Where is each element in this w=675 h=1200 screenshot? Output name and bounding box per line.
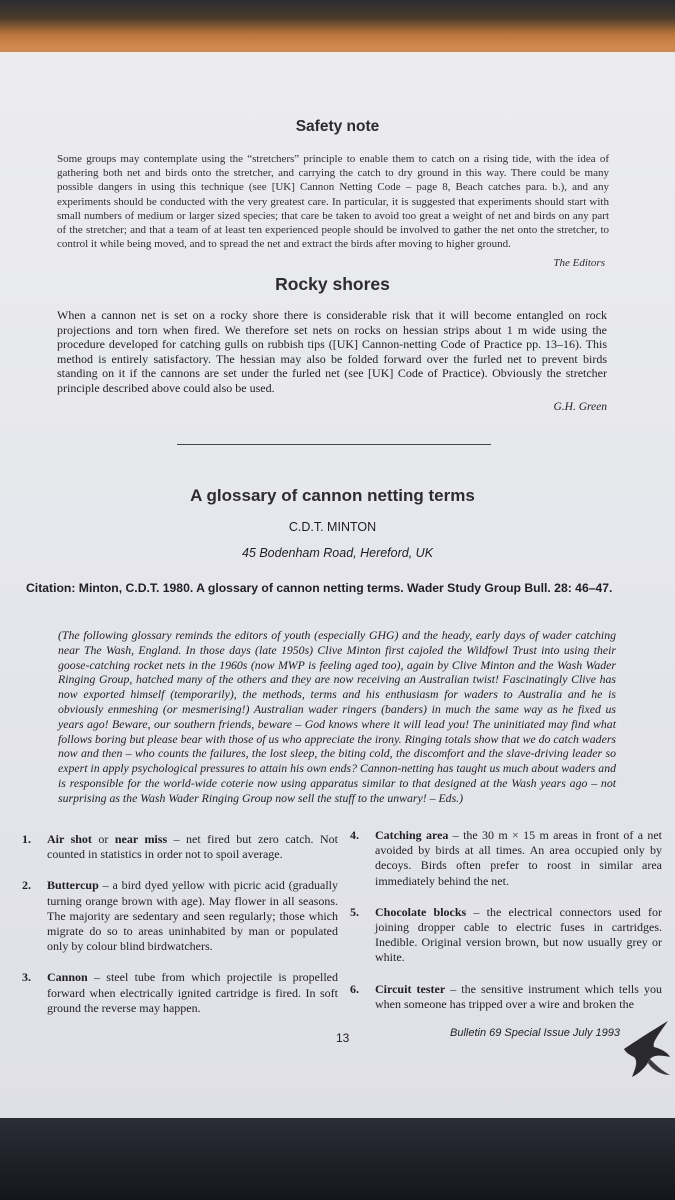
item-definition: – steel tube from which projectile is propelled forward when electrically ignited cartridge is fired. In soft ground the reverse may happen. bbox=[47, 970, 338, 1015]
desk-surface bbox=[0, 1118, 675, 1200]
bird-logo-icon bbox=[622, 1019, 672, 1079]
item-definition: – the 30 m × 15 m areas in front of a net avoided by birds at all times. An area occupied only by decoys. Birds often prefer to roost in similar area immediately behind the net. bbox=[375, 828, 662, 888]
section-divider bbox=[177, 444, 491, 445]
item-connector: or bbox=[91, 832, 115, 846]
glossary-item bbox=[22, 970, 338, 1016]
glossary-item bbox=[22, 878, 338, 954]
glossary-item bbox=[350, 828, 662, 889]
page-number: 13 bbox=[336, 1031, 350, 1045]
rocky-shores-signature: G.H. Green bbox=[553, 401, 607, 413]
item-term: Catching area bbox=[375, 828, 449, 842]
bulletin-footer: Bulletin 69 Special Issue July 1993 bbox=[450, 1027, 620, 1039]
item-definition: – the sensitive instrument which tells you when someone has tripped over a wire and broken the bbox=[375, 981, 662, 1011]
glossary-column-left bbox=[22, 832, 338, 1032]
item-term: Circuit tester bbox=[375, 981, 446, 996]
safety-note-signature: The Editors bbox=[553, 257, 605, 269]
item-definition: – a bird dyed yellow with picric acid (gradually turning orange brown with age). May flower in all seasons. The majority are sedentary and seen regularly; those which migrate do so to areas uninhabited by man or populated only by colour blind birdwatchers. bbox=[47, 878, 338, 954]
glossary-item bbox=[22, 832, 338, 862]
safety-note-title: Safety note bbox=[295, 118, 380, 135]
item-term: Buttercup bbox=[47, 878, 99, 893]
item-term: Chocolate blocks bbox=[375, 904, 467, 919]
item-definition: – the electrical connectors used for joining dropper cable to electric fuses in cartridges. Inedible. Original version brown, but now usually grey or white. bbox=[375, 904, 662, 965]
glossary-title: A glossary of cannon netting terms bbox=[190, 486, 475, 505]
item-number: 6. bbox=[350, 981, 359, 996]
rocky-shores-body: When a cannon net is set on a rocky shore there is considerable risk that it will become entangled on rock projections and torn when fired. We therefore set nets on rocks on hessian strips about 1 m wide using the procedure developed for catching gulls on rubbish tips ([UK] Cannon-netting Code of Practice pp. 13–16). This method is entirely satisfactory. The hessian may also be folded forward over the furled net to prevent birds standing on it if the cannons are set under the furled net (see [UK] Code of Practice). Obviously the stretcher principle described above could also be used. bbox=[57, 308, 607, 395]
item-term-alt: near miss bbox=[114, 832, 168, 846]
item-number: 2. bbox=[22, 878, 31, 893]
item-number: 4. bbox=[350, 828, 359, 842]
item-number: 1. bbox=[22, 832, 31, 846]
item-term: Air shot bbox=[47, 832, 92, 846]
item-number: 3. bbox=[22, 970, 31, 985]
item-number: 5. bbox=[350, 904, 359, 919]
glossary-item bbox=[350, 905, 662, 966]
glossary-item bbox=[350, 982, 662, 1012]
rocky-shores-title: Rocky shores bbox=[275, 274, 390, 294]
item-term: Cannon bbox=[47, 970, 88, 985]
item-definition: – net fired but zero catch. Not counted in statistics in order not to spoil average. bbox=[47, 832, 338, 862]
document-page bbox=[0, 52, 675, 1124]
glossary-column-right bbox=[350, 828, 662, 1028]
citation: Citation: Minton, C.D.T. 1980. A glossary of cannon netting terms. Wader Study Group Bull. 28: 46–47. bbox=[26, 581, 613, 595]
author-address: 45 Bodenham Road, Hereford, UK bbox=[241, 546, 434, 560]
glossary-author: C.D.T. MINTON bbox=[288, 520, 377, 534]
editors-introduction: (The following glossary reminds the editors of youth (especially GHG) and the heady, early days of wader catching near The Wash, England. In those days (late 1950s) Clive Minton first cajoled the Wildfowl Trust into using their goose-catching rocket nets in the 1960s (now MWP is feeling aged too), again by Clive Minton and the Wash Wader Ringing Group, hatched many of the others and they are now receiving an Australian twist! Fascinatingly Clive has now exported himself (temporarily), the methods, terms and his enthusiasm for waders to Australia and he is obviously enmeshing (or mesmerising!) Australian wader ringers (banders) in much the same way as he fixed us years ago! Beware, our southern friends, beware – God knows where it will lead you! The uninitiated may find what follows boring but please bear with those of us who appreciate the irony. Ringing totals show that we do catch waders now and then – who counts the failures, the lost sleep, the biting cold, the discomfort and the slave-driving leader so expert in apply psychological pressures to attain his own ends? Cannon-netting has taught us much about waders and is responsible for the world-wide coterie now using apparatus similar to that designed at the Wash years ago – not surprising as the Wash Wader Ringing Group now sell the stuff to the unwary! – Eds.) bbox=[58, 628, 616, 805]
desk-background bbox=[0, 0, 675, 58]
safety-note-body: Some groups may contemplate using the “stretchers” principle to enable them to catch on a rising tide, with the idea of gathering both net and birds onto the stretcher, and carrying the catch to dry ground in this way. There could be many possible dangers in using this technique (see [UK] Cannon Netting Code – page 8, Beach catches para. b.), and any experiments should be conducted with the very greatest care. In particular, it is suggested that experiments should start with small numbers of medium or larger sized species; that care be taken to avoid too great a weight of net and birds on any part of the stretcher; and that a team of at least ten experienced people should be involved to gather the net onto the stretcher, to control it while being moved, and to spread the net and extract the birds after moving to higher ground. bbox=[57, 153, 609, 251]
